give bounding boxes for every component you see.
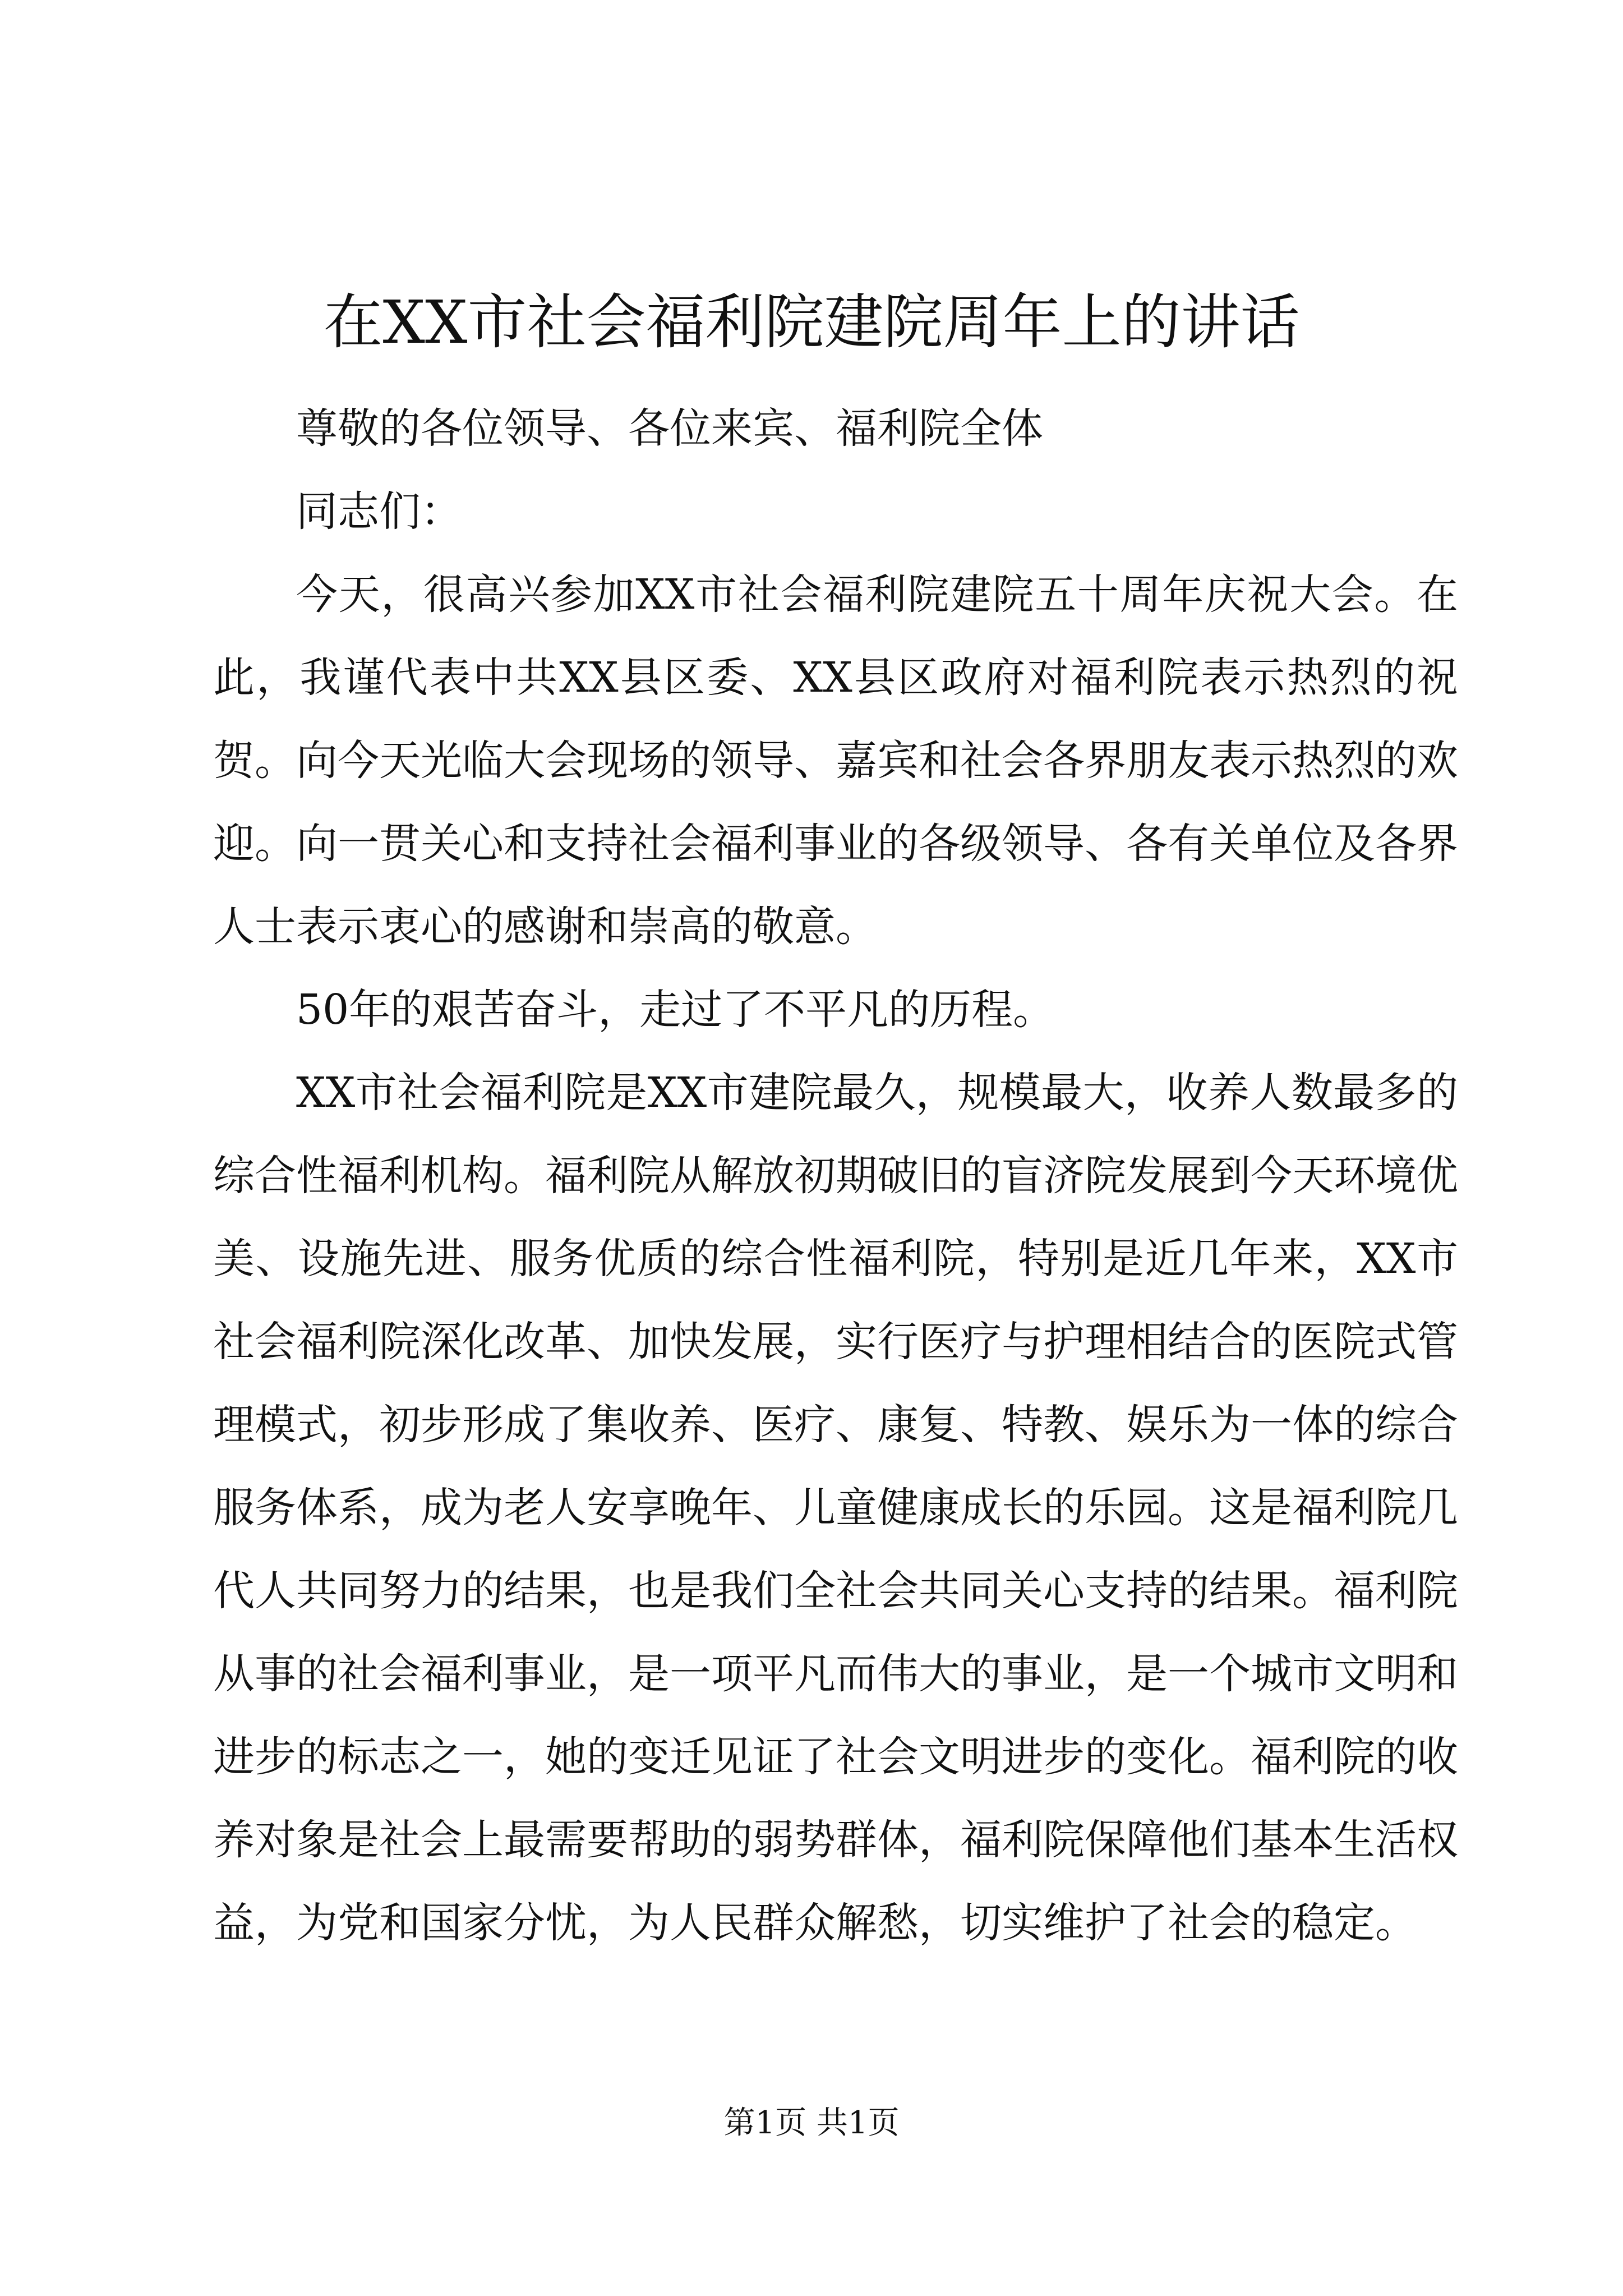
- document-body: [213, 387, 1458, 1964]
- body-paragraph-institution: XX市社会福利院是XX市建院最久，规模最大，收养人数最多的综合性福利机构。福利院从解放初期破旧的盲济院发展到今天环境优美、设施先进、服务优质的综合性福利院，特别是近几年来，XX市社会福利院深化改革、加快发展，实行医疗与护理相结合的医院式管理模式，初步形成了集收养、医疗、康复、特教、娱乐为一体的综合服务体系，成为老人安享晚年、儿童健康成长的乐园。这是福利院几代人共同努力的结果，也是我们全社会共同关心支持的结果。福利院从事的社会福利事业，是一项平凡而伟大的事业，是一个城市文明和进步的标志之一，她的变迁见证了社会文明进步的变化。福利院的收养对象是社会上最需要帮助的弱势群体，福利院保障他们基本生活权益，为党和国家分忧，为人民群众解愁，切实维护了社会的稳定。: [213, 1069, 1458, 1947]
- document-title: 在XX市社会福利院建院周年上的讲话: [323, 288, 1300, 357]
- page-footer: 第1页 共1页: [723, 2105, 900, 2141]
- salutation-line-2: 同志们：: [296, 487, 462, 536]
- salutation-line-1: 尊敬的各位领导、各位来宾、福利院全体: [296, 404, 1043, 453]
- body-paragraph-history: 50年的艰苦奋斗，走过了不平凡的历程。: [296, 986, 1055, 1034]
- body-paragraph-greeting: 今天，很高兴参加XX市社会福利院建院五十周年庆祝大会。在此，我谨代表中共XX县区委、XX县区政府对福利院表示热烈的祝贺。向今天光临大会现场的领导、嘉宾和社会各界朋友表示热烈的欢迎。向一贯关心和支持社会福利事业的各级领导、各有关单位及各界人士表示衷心的感谢和崇高的敬意。: [213, 570, 1458, 951]
